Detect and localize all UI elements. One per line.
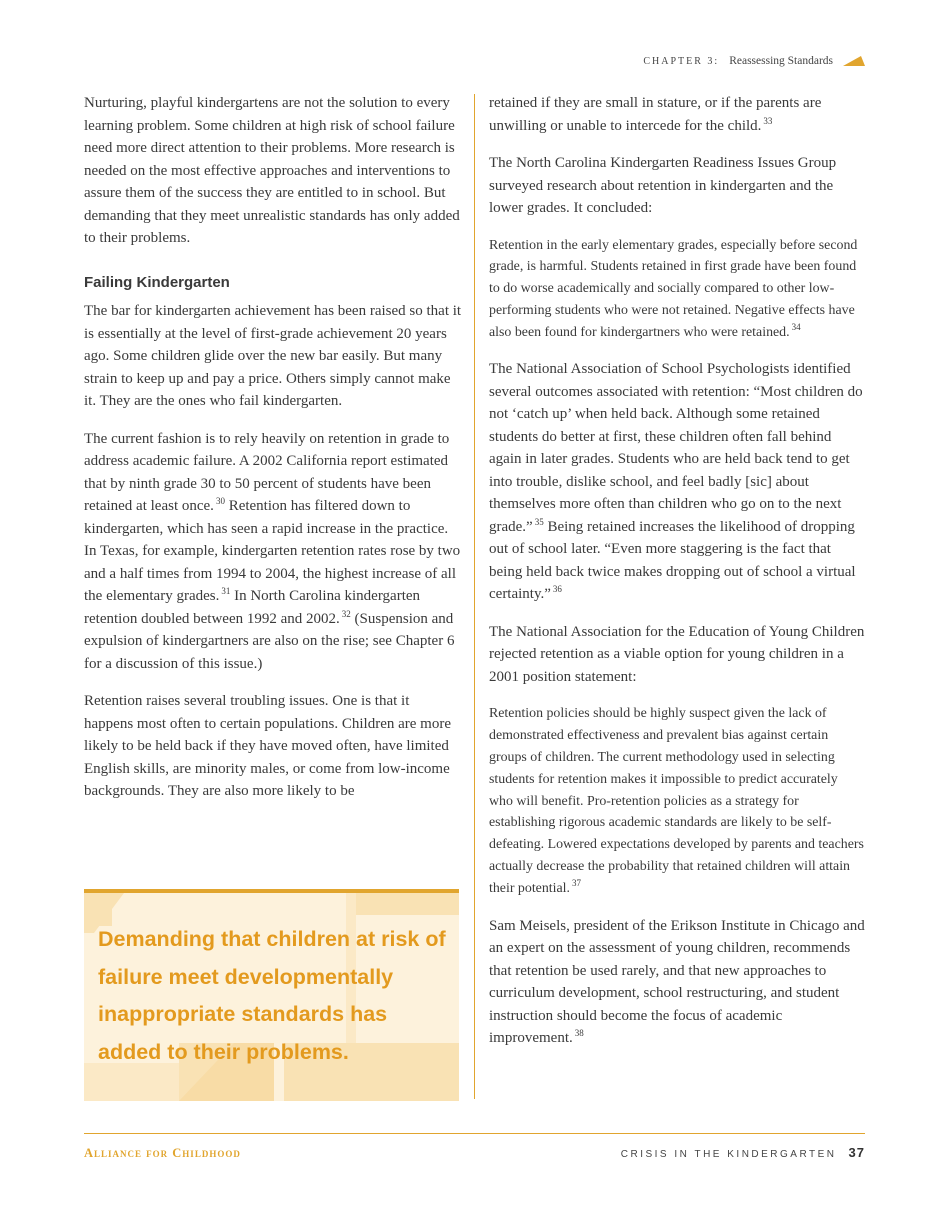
text: Retention has filtered down to kindergarten, which has seen a rapid increase in the practice. In Texas, for example, kindergarten retention rates rose by two and a half times from 1994 to 2004, the highest increase of all the elementary grades. xyxy=(84,498,461,604)
pull-quote xyxy=(84,889,459,1101)
page-number: 37 xyxy=(848,1145,865,1160)
triangle-accent-icon xyxy=(843,56,865,66)
pull-quote-text: Demanding that children at risk of failure meet developmentally inappropriate standards has added to their problems. xyxy=(98,927,446,1064)
paragraph: The bar for kindergarten achievement has been raised so that it is essentially at the level of first-grade achievement 20 years ago. Some children glide over the new bar easily. But many strain to keep up and pay a price. Others simply cannot make it. They are the ones who fail kindergarten. xyxy=(84,303,462,409)
footer-organization: Alliance for Childhood xyxy=(84,1146,241,1160)
text: Retention policies should be highly suspect given the lack of demonstrated effectiveness and prevalent bias against certain groups of children. The current methodology used in selecting students for retention makes it impossible to predict accurately who will benefit. Pro-retention policies as a strategy for establishing rigorous academic standards are likely to be self-defeating. Lowered expectations developed by parents and teachers actually decrease the probability that retained children will attain their potential. xyxy=(489,706,864,896)
column-divider xyxy=(474,94,475,1099)
footnote-ref: 35 xyxy=(534,516,544,527)
chapter-title: Reassessing Standards xyxy=(729,55,833,67)
footnote-ref: 37 xyxy=(572,877,582,888)
section-heading: Failing Kindergarten xyxy=(84,273,230,291)
paragraph xyxy=(489,358,865,606)
footer-rule xyxy=(84,1133,865,1134)
footnote-ref: 34 xyxy=(791,321,801,332)
text: Sam Meisels, president of the Erikson Institute in Chicago and an expert on the assessment of young children, recommends that retention be used rarely, and that new approaches to curriculum development, school restructuring, and student instruction should become the focus of academic improvement. xyxy=(489,917,865,1047)
chapter-label: CHAPTER 3: xyxy=(643,55,720,67)
paragraph xyxy=(489,92,865,137)
paragraph xyxy=(489,915,865,1050)
paragraph: The North Carolina Kindergarten Readiness Issues Group surveyed research about retention in kindergarten and the lower grades. It concluded: xyxy=(489,155,837,216)
block-quote xyxy=(489,703,865,899)
paragraph: The National Association for the Education of Young Children rejected retention as a viable option for young children in a 2001 position statement: xyxy=(489,623,865,685)
text: (Suspension and expulsion of kindergartners are also on the rise; see Chapter 6 for a discussion of this issue.) xyxy=(84,610,455,672)
text: Being retained increases the likelihood of dropping out of school later. “Even more staggering is the fact that being held back twice makes dropping out of school a virtual certainty.” xyxy=(489,518,856,603)
footer-right xyxy=(621,1145,865,1160)
text: Retention in the early elementary grades, especially before second grade, is harmful. Students retained in first grade have been found to do worse academically and socially compared to other low-performing students who were not retained. Negative effects have also been found for kindergartners who were retained. xyxy=(489,237,858,340)
publication-title: CRISIS IN THE KINDERGARTEN xyxy=(620,1149,837,1160)
footnote-ref: 36 xyxy=(552,584,562,595)
right-column xyxy=(489,92,865,1065)
footnote-ref: 38 xyxy=(574,1028,584,1039)
text: retained if they are small in stature, or if the parents are unwilling or unable to intercede for the child. xyxy=(489,95,822,134)
running-header xyxy=(643,55,865,67)
text: In North Carolina kindergarten retention doubled between 1992 and 2002. xyxy=(84,588,421,627)
left-column xyxy=(84,92,462,818)
text: The National Association of School Psychologists identified several outcomes associated with retention: “Most children do not ‘catch up’ when held back. Although some retained students do better at first, these children often fall behind again in later grades. Students who are held back tend to get into trouble, dislike school, and feel badly [sic] about themselves more often than children who go on to the next grade.” xyxy=(489,361,863,535)
text: The current fashion is to rely heavily on retention in grade to address academic failure. A 2002 California report estimated that by ninth grade 30 to 50 percent of students have been retained at least once. xyxy=(84,430,450,514)
paragraph: Retention raises several troubling issues. One is that it happens most often to certain populations. Children are more likely to be held back if they have moved often, have limited English skills, are minority males, or come from low-income backgrounds. They are also more likely to be xyxy=(84,693,451,799)
footnote-ref: 32 xyxy=(341,608,351,619)
paragraph xyxy=(84,428,462,676)
block-quote xyxy=(489,235,865,344)
paragraph: Nurturing, playful kindergartens are not the solution to every learning problem. Some children at high risk of school failure need more direct attention to their problems. More research is needed on the most effective approaches and interventions to assure them of the success they are entitled to in school. But demanding that they meet unrealistic standards has only added to their problems. xyxy=(84,95,460,246)
footnote-ref: 33 xyxy=(763,115,773,126)
footnote-ref: 30 xyxy=(215,496,225,506)
footnote-ref: 31 xyxy=(221,586,231,596)
